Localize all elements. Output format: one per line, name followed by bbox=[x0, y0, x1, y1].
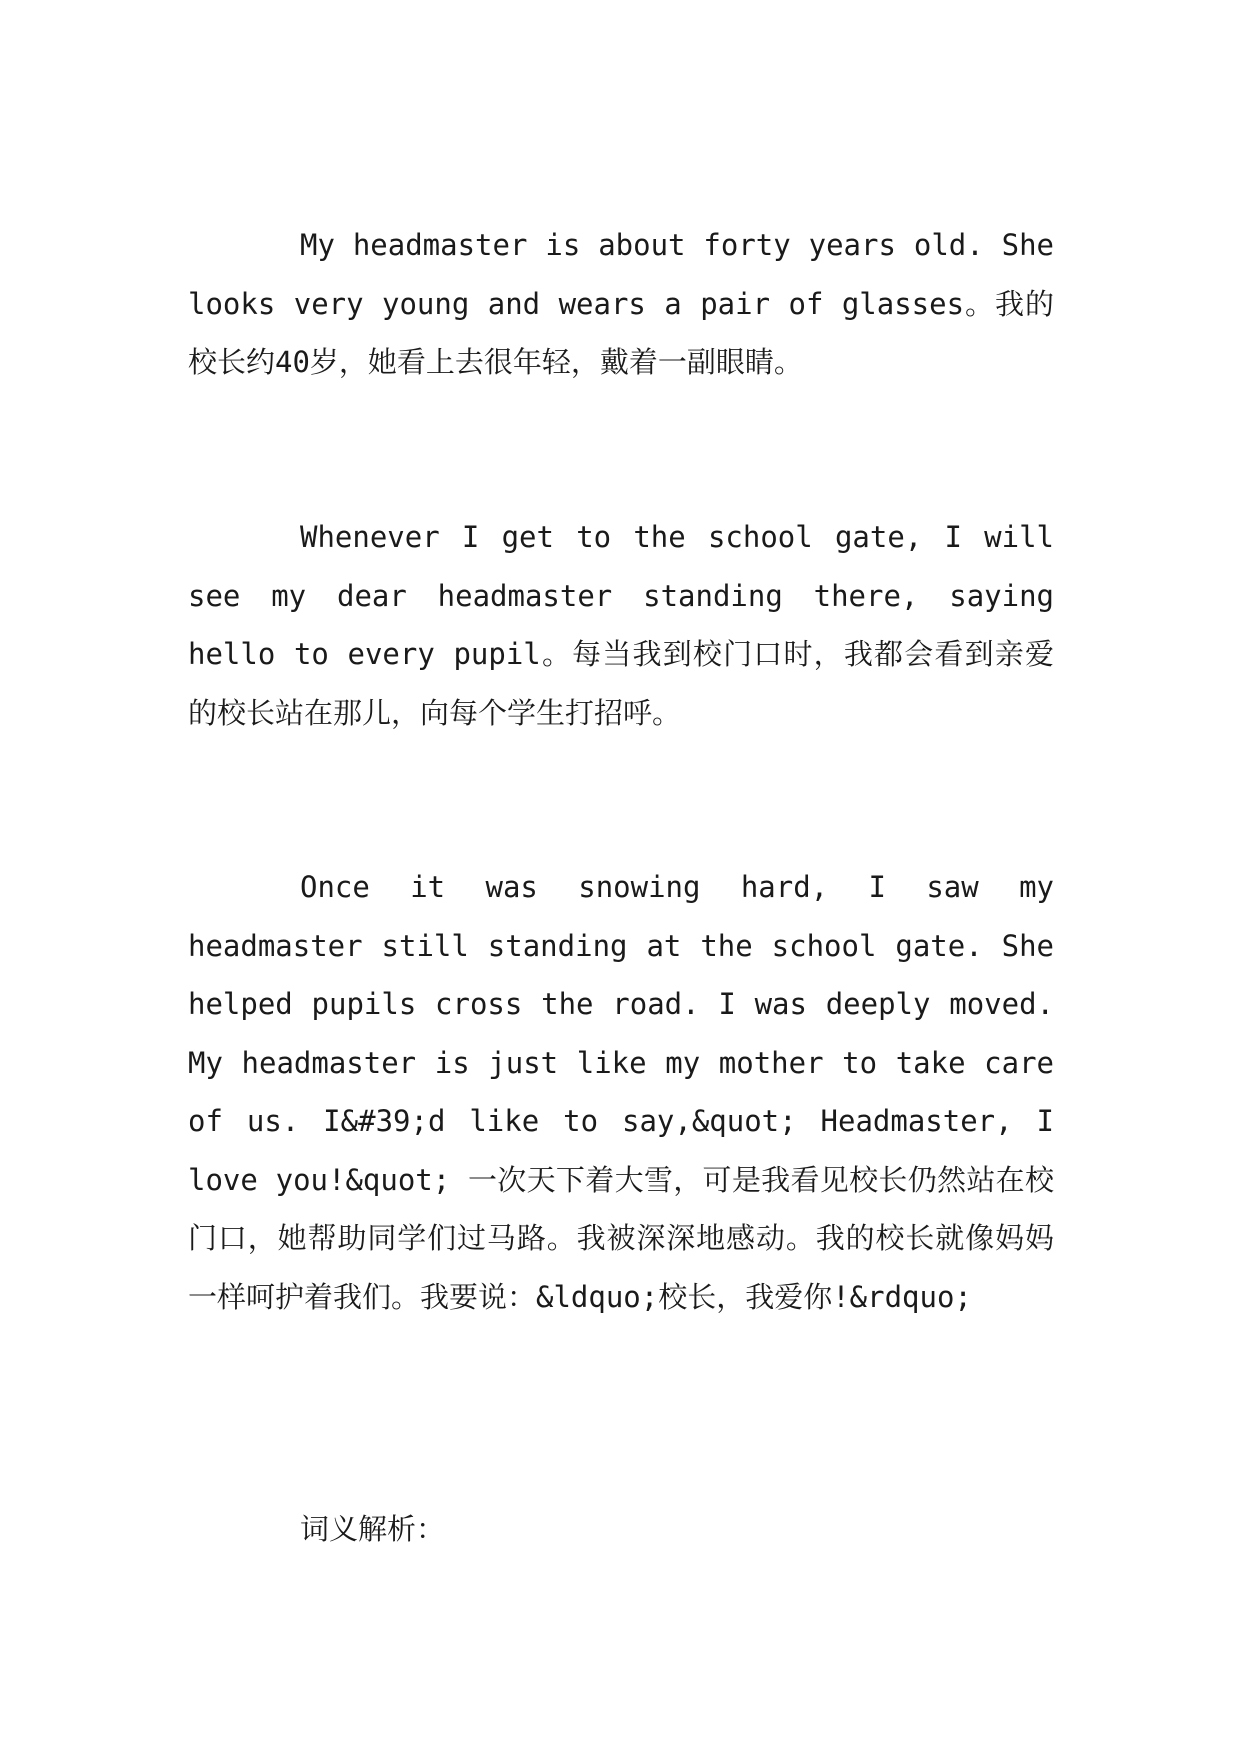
paragraph-snowing-day: Once it was snowing hard, I saw my headmaster still standing at the school gate. She helped pupils cross the road. I was deeply moved. My headmaster is just like my mother to take care of us. I&#39;d like to say,&quot; Headmaster, I love you!&quot; 一次天下着大雪，可是我看见校长仍然站在校门口，她帮助同学们过马路。我被深深地感动。我的校长就像妈妈一样呵护着我们。我要说：&ldquo;校长，我爱你!&rdquo; bbox=[188, 870, 1054, 1314]
section-heading-word-analysis: 词义解析： bbox=[300, 1512, 446, 1546]
paragraph-school-gate: Whenever I get to the school gate, I will see my dear headmaster standing there, saying hello to every pupil。每当我到校门口时，我都会看到亲爱的校长站在那儿，向每个学生打招呼。 bbox=[188, 520, 1054, 730]
paragraph-headmaster-description: My headmaster is about forty years old. She looks very young and wears a pair of glasses。我的校长约40岁，她看上去很年轻，戴着一副眼睛。 bbox=[188, 228, 1054, 379]
